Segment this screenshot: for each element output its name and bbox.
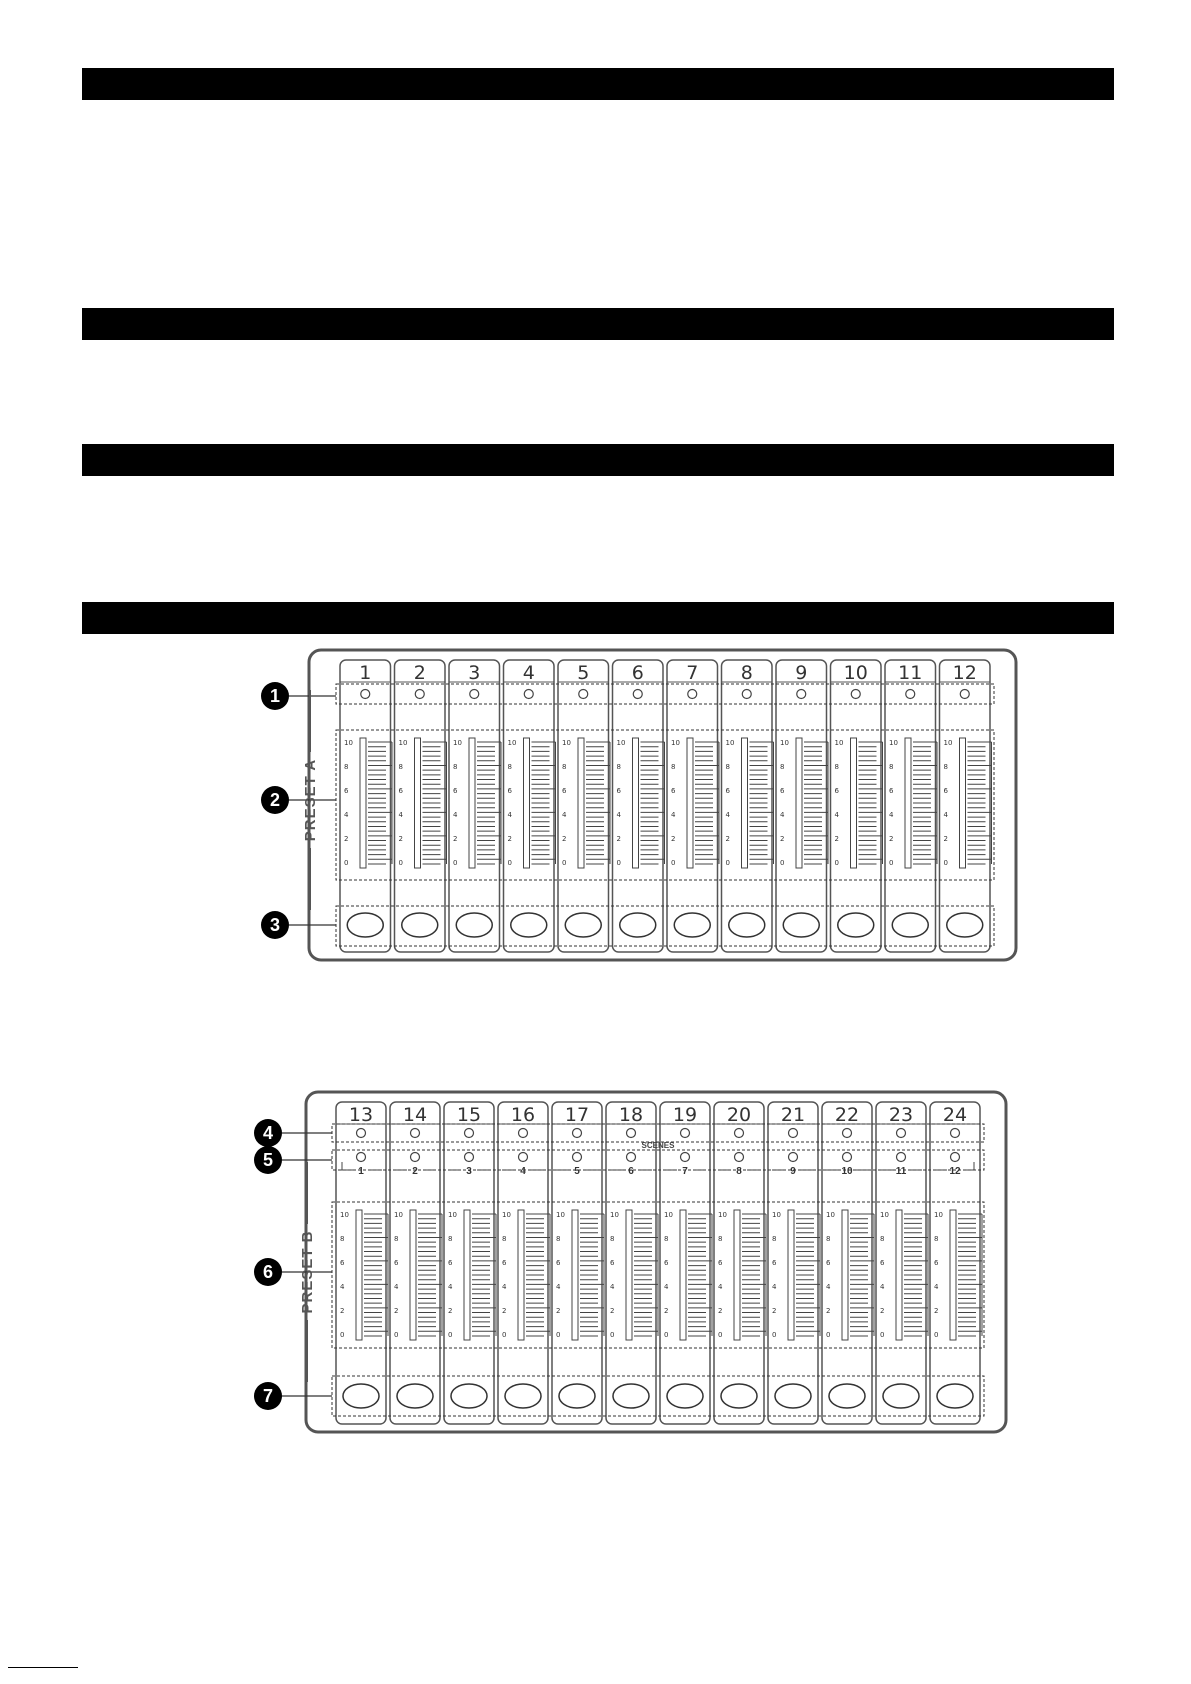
flash-button: [775, 1384, 811, 1408]
fader-scale-label: 2: [448, 1307, 453, 1315]
fader-scale-label: 8: [394, 1235, 399, 1243]
fader-slot: [410, 1210, 416, 1340]
fader-scale-label: 8: [943, 763, 948, 771]
fader-scale-label: 4: [780, 811, 785, 819]
fader-scale-label: 6: [780, 787, 785, 795]
callout-number: 7: [262, 1386, 274, 1406]
scenes-title: SCENES: [641, 1141, 675, 1150]
fader-scale-label: 6: [772, 1259, 777, 1267]
fader-scale-label: 8: [718, 1235, 723, 1243]
fader-scale-label: 10: [398, 739, 408, 747]
fader-scale-label: 8: [344, 763, 349, 771]
fader-scale-label: 4: [934, 1283, 939, 1291]
channel-number: 24: [942, 1104, 968, 1126]
scene-number: 1: [358, 1166, 364, 1177]
scene-number: 3: [466, 1166, 472, 1177]
channel-number: 5: [577, 662, 590, 684]
fader-scale-label: 4: [448, 1283, 453, 1291]
fader-scale-label: 0: [507, 859, 512, 867]
fader-scale-label: 4: [610, 1283, 615, 1291]
scene-led: [411, 1153, 420, 1162]
scene-number: 4: [520, 1166, 526, 1177]
flash-button: [505, 1384, 541, 1408]
fader-scale-label: 10: [834, 739, 844, 747]
channel-number: 13: [348, 1104, 374, 1126]
fader-scale-label: 10: [880, 1211, 889, 1219]
fader-scale-label: 4: [725, 811, 730, 819]
fader-scale-label: 2: [943, 835, 948, 843]
fader-scale-label: 4: [562, 811, 567, 819]
scene-number: 6: [628, 1166, 634, 1177]
fader-scale-label: 10: [718, 1211, 727, 1219]
flash-button: [397, 1384, 433, 1408]
channel-number: 11: [898, 662, 923, 684]
fader-scale-label: 2: [772, 1307, 777, 1315]
fader-scale-label: 10: [507, 739, 517, 747]
fader-scale-label: 2: [616, 835, 621, 843]
fader-scale-label: 8: [453, 763, 458, 771]
fader-scale-label: 2: [671, 835, 676, 843]
fader-scale-label: 10: [562, 739, 571, 747]
scene-led: [681, 1153, 690, 1162]
fader-scale-label: 4: [718, 1283, 723, 1291]
fader-scale-label: 4: [453, 811, 458, 819]
fader-scale-label: 0: [616, 859, 621, 867]
fader-slot: [842, 1210, 848, 1340]
fader-scale-label: 2: [507, 835, 512, 843]
scene-led: [573, 1153, 582, 1162]
callout-number: 4: [262, 1123, 274, 1143]
channel-number: 22: [834, 1104, 860, 1126]
fader-scale-label: 8: [664, 1235, 669, 1243]
fader-scale-label: 2: [834, 835, 839, 843]
fader-scale-label: 0: [671, 859, 676, 867]
fader-scale-label: 0: [834, 859, 839, 867]
fader-scale-label: 10: [826, 1211, 835, 1219]
fader-scale-label: 6: [453, 787, 458, 795]
fader-scale-label: 8: [934, 1235, 939, 1243]
fader-scale-label: 8: [725, 763, 730, 771]
fader-scale-label: 4: [826, 1283, 831, 1291]
fader-scale-label: 6: [826, 1259, 831, 1267]
channel-number: 14: [402, 1104, 428, 1126]
flash-button: [721, 1384, 757, 1408]
fader-scale-label: 10: [394, 1211, 403, 1219]
channel-number: 20: [726, 1104, 752, 1126]
fader-scale-label: 4: [880, 1283, 885, 1291]
fader-scale-label: 0: [610, 1331, 615, 1339]
fader-scale-label: 6: [616, 787, 621, 795]
channel-led: [627, 1129, 636, 1138]
fader-scale-label: 6: [448, 1259, 453, 1267]
fader-scale-label: 4: [394, 1283, 399, 1291]
fader-scale-label: 0: [398, 859, 403, 867]
fader-scale-label: 4: [616, 811, 621, 819]
fader-scale-label: 10: [502, 1211, 511, 1219]
fader-scale-label: 2: [453, 835, 458, 843]
fader-scale-label: 2: [880, 1307, 885, 1315]
channel-led: [357, 1129, 366, 1138]
fader-scale-label: 10: [616, 739, 626, 747]
fader-slot: [788, 1210, 794, 1340]
fader-slot: [464, 1210, 470, 1340]
scene-number: 2: [412, 1166, 418, 1177]
fader-scale-label: 2: [664, 1307, 669, 1315]
fader-slot: [680, 1210, 686, 1340]
fader-scale-label: 8: [880, 1235, 885, 1243]
fader-scale-label: 10: [610, 1211, 619, 1219]
fader-scale-label: 6: [556, 1259, 561, 1267]
fader-scale-label: 10: [725, 739, 735, 747]
channel-led: [519, 1129, 528, 1138]
fader-scale-label: 0: [502, 1331, 507, 1339]
channel-led: [465, 1129, 474, 1138]
fader-scale-label: 0: [772, 1331, 777, 1339]
fader-scale-label: 4: [664, 1283, 669, 1291]
scene-number: 7: [682, 1166, 688, 1177]
channel-number: 9: [795, 662, 808, 684]
fader-scale-label: 10: [780, 739, 789, 747]
channel-number: 21: [780, 1104, 806, 1126]
fader-slot: [356, 1210, 362, 1340]
scene-led: [897, 1153, 906, 1162]
fader-scale-label: 6: [562, 787, 567, 795]
scene-number: 8: [736, 1166, 742, 1177]
scene-number: 12: [949, 1166, 961, 1177]
preset-label: PRESET A: [302, 758, 319, 842]
fader-scale-label: 8: [616, 763, 621, 771]
fader-scale-label: 6: [610, 1259, 615, 1267]
channel-led: [843, 1129, 852, 1138]
channel-number: 7: [686, 662, 699, 684]
channel-number: 19: [672, 1104, 698, 1126]
callout-number: 5: [262, 1150, 274, 1170]
fader-scale-label: 0: [934, 1331, 939, 1339]
fader-scale-label: 10: [671, 739, 680, 747]
fader-scale-label: 10: [889, 739, 898, 747]
scene-led: [519, 1153, 528, 1162]
channel-led: [897, 1129, 906, 1138]
fader-scale-label: 4: [889, 811, 894, 819]
fader-scale-label: 0: [562, 859, 567, 867]
callout-number: 6: [262, 1262, 274, 1282]
fader-scale-label: 2: [934, 1307, 939, 1315]
fader-scale-label: 4: [772, 1283, 777, 1291]
callout-number: 1: [269, 686, 281, 706]
fader-scale-label: 0: [943, 859, 948, 867]
fader-scale-label: 8: [834, 763, 839, 771]
footer-rule: [8, 1667, 78, 1668]
fader-scale-label: 0: [664, 1331, 669, 1339]
fader-scale-label: 4: [943, 811, 948, 819]
flash-button: [559, 1384, 595, 1408]
fader-scale-label: 2: [562, 835, 567, 843]
flash-button: [613, 1384, 649, 1408]
fader-scale-label: 10: [943, 739, 953, 747]
fader-scale-label: 8: [556, 1235, 561, 1243]
fader-scale-label: 0: [880, 1331, 885, 1339]
channel-led: [951, 1129, 960, 1138]
fader-scale-label: 10: [664, 1211, 673, 1219]
fader-scale-label: 2: [889, 835, 894, 843]
flash-button: [667, 1384, 703, 1408]
fader-scale-label: 0: [556, 1331, 561, 1339]
fader-scale-label: 6: [340, 1259, 345, 1267]
fader-scale-label: 2: [718, 1307, 723, 1315]
scene-led: [357, 1153, 366, 1162]
scene-led: [951, 1153, 960, 1162]
channel-led: [411, 1129, 420, 1138]
fader-scale-label: 2: [556, 1307, 561, 1315]
fader-scale-label: 8: [562, 763, 567, 771]
flash-button: [451, 1384, 487, 1408]
fader-scale-label: 6: [943, 787, 948, 795]
fader-scale-label: 10: [772, 1211, 781, 1219]
fader-scale-label: 2: [780, 835, 785, 843]
fader-scale-label: 6: [880, 1259, 885, 1267]
scene-number: 9: [790, 1166, 796, 1177]
fader-scale-label: 8: [340, 1235, 345, 1243]
fader-scale-label: 0: [889, 859, 894, 867]
scene-led: [843, 1153, 852, 1162]
callout-number: 3: [269, 915, 281, 935]
fader-slot: [896, 1210, 902, 1340]
fader-slot: [626, 1210, 632, 1340]
scene-number: 10: [841, 1166, 853, 1177]
fader-slot: [518, 1210, 524, 1340]
fader-scale-label: 4: [834, 811, 839, 819]
flash-button: [829, 1384, 865, 1408]
fader-scale-label: 0: [340, 1331, 345, 1339]
fader-scale-label: 6: [834, 787, 839, 795]
channel-led: [573, 1129, 582, 1138]
fader-scale-label: 4: [340, 1283, 345, 1291]
channel-number: 12: [952, 662, 977, 684]
fader-slot: [572, 1210, 578, 1340]
channel-number: 8: [740, 662, 753, 684]
fader-scale-label: 0: [718, 1331, 723, 1339]
fader-scale-label: 8: [671, 763, 676, 771]
fader-scale-label: 6: [398, 787, 403, 795]
fader-scale-label: 0: [394, 1331, 399, 1339]
fader-scale-label: 4: [671, 811, 676, 819]
fader-scale-label: 8: [502, 1235, 507, 1243]
fader-scale-label: 0: [826, 1331, 831, 1339]
fader-scale-label: 4: [507, 811, 512, 819]
fader-scale-label: 0: [344, 859, 349, 867]
fader-scale-label: 2: [502, 1307, 507, 1315]
fader-scale-label: 8: [398, 763, 403, 771]
channel-number: 23: [888, 1104, 914, 1126]
fader-scale-label: 2: [610, 1307, 615, 1315]
scene-led: [465, 1153, 474, 1162]
fader-scale-label: 8: [826, 1235, 831, 1243]
fader-scale-label: 4: [398, 811, 403, 819]
scene-number: 11: [895, 1166, 907, 1177]
fader-scale-label: 8: [780, 763, 785, 771]
fader-scale-label: 2: [826, 1307, 831, 1315]
fader-scale-label: 8: [772, 1235, 777, 1243]
channel-led: [789, 1129, 798, 1138]
channel-number: 2: [413, 662, 426, 684]
fader-scale-label: 4: [556, 1283, 561, 1291]
fader-scale-label: 6: [934, 1259, 939, 1267]
fader-scale-label: 10: [556, 1211, 565, 1219]
fader-scale-label: 8: [507, 763, 512, 771]
fader-scale-label: 6: [671, 787, 676, 795]
scene-led: [735, 1153, 744, 1162]
channel-led: [735, 1129, 744, 1138]
fader-scale-label: 8: [610, 1235, 615, 1243]
fader-scale-label: 6: [502, 1259, 507, 1267]
channel-number: 18: [618, 1104, 644, 1126]
fader-slot: [734, 1210, 740, 1340]
fader-scale-label: 8: [889, 763, 894, 771]
callout-number: 2: [269, 790, 281, 810]
scene-led: [627, 1153, 636, 1162]
channel-number: 4: [522, 662, 535, 684]
fader-scale-label: 2: [340, 1307, 345, 1315]
fader-scale-label: 6: [718, 1259, 723, 1267]
fader-scale-label: 4: [502, 1283, 507, 1291]
flash-button: [343, 1384, 379, 1408]
channel-number: 15: [456, 1104, 482, 1126]
fader-scale-label: 6: [507, 787, 512, 795]
fader-scale-label: 2: [398, 835, 403, 843]
fader-scale-label: 6: [725, 787, 730, 795]
channel-number: 16: [510, 1104, 536, 1126]
channel-led: [681, 1129, 690, 1138]
preset-label: PRESET B: [299, 1230, 316, 1314]
channel-number: 6: [631, 662, 644, 684]
fader-scale-label: 8: [448, 1235, 453, 1243]
fader-scale-label: 10: [448, 1211, 457, 1219]
fader-scale-label: 2: [344, 835, 349, 843]
scene-led: [789, 1153, 798, 1162]
fader-scale-label: 6: [394, 1259, 399, 1267]
scene-number: 5: [574, 1166, 580, 1177]
fader-scale-label: 10: [453, 739, 462, 747]
fader-scale-label: 4: [344, 811, 349, 819]
flash-button: [937, 1384, 973, 1408]
channel-number: 3: [468, 662, 481, 684]
fader-slot: [950, 1210, 956, 1340]
fader-scale-label: 6: [889, 787, 894, 795]
fader-scale-label: 10: [344, 739, 353, 747]
fader-scale-label: 2: [725, 835, 730, 843]
fader-scale-label: 10: [340, 1211, 349, 1219]
fader-scale-label: 0: [725, 859, 730, 867]
channel-number: 1: [359, 662, 372, 684]
fader-scale-label: 0: [453, 859, 458, 867]
flash-button: [883, 1384, 919, 1408]
fader-scale-label: 10: [934, 1211, 943, 1219]
fader-scale-label: 0: [780, 859, 785, 867]
fader-scale-label: 2: [394, 1307, 399, 1315]
fader-scale-label: 0: [448, 1331, 453, 1339]
fader-scale-label: 6: [664, 1259, 669, 1267]
fader-scale-label: 6: [344, 787, 349, 795]
channel-number: 17: [564, 1104, 590, 1126]
channel-number: 10: [843, 662, 868, 684]
